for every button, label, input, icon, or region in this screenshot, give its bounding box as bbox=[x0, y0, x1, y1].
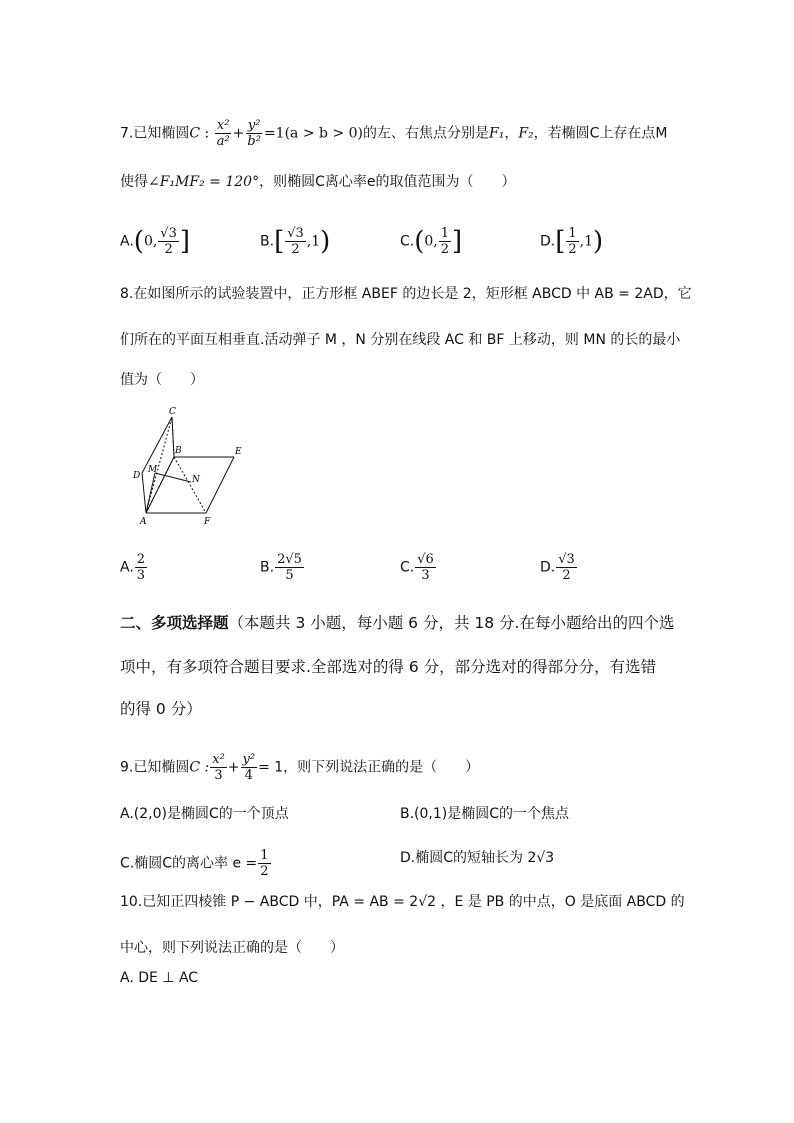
q10-line2: 中心，则下列说法正确的是（ ） bbox=[120, 940, 344, 956]
q7-f2: F₂ bbox=[518, 125, 534, 142]
fig-label-d: D bbox=[133, 471, 141, 481]
q7-mid: 的左、右焦点分别是 bbox=[363, 125, 489, 142]
q7-angle: ∠F₁MF₂ = 120° bbox=[148, 174, 260, 190]
q7-option-a[interactable]: A.(0, $\frac{√3}{2}$ ] bbox=[120, 226, 191, 257]
q7-prefix: 7.已知椭圆 bbox=[120, 125, 190, 142]
fig-label-n: N bbox=[192, 475, 200, 485]
section2-title: 二、多项选择题 bbox=[120, 614, 229, 632]
fig-label-f: F bbox=[204, 517, 211, 527]
section2-line1 bbox=[120, 612, 674, 634]
section2-line3: 的得 0 分） bbox=[120, 700, 202, 718]
q7-f1: F₁ bbox=[489, 125, 505, 142]
q7-frac-x: $\frac{\text{x²}}{\text{a²}}$ bbox=[216, 118, 230, 149]
q8-line1: 8.在如图所示的试验装置中，正方形框 ABEF 的边长是 2，矩形框 ABCD 中 AB = 2AD，它 bbox=[120, 286, 692, 302]
section2-desc-1: （本题共 3 小题，每小题 6 分，共 18 分.在每小题给出的四个选 bbox=[228, 614, 675, 632]
q9-stem: 9.已知椭圆C : $\frac{\text{x²}}{3}$ + $\frac{\text{y²}}{4}$ = 1，则下列说法正确的是（ ） bbox=[120, 752, 480, 783]
q9-option-d[interactable]: D.椭圆C的短轴长为 2√3 bbox=[400, 850, 555, 866]
q7-line1: 7.已知椭圆C : $\frac{\text{x²}}{\text{a²}}$ + $\frac{\text{y²}}{\text{b²}}$ =1(a > b > 0)的左、右焦点分别是F₁，F₂，若椭圆C上存在点M bbox=[120, 118, 668, 149]
q8-line2: 们所在的平面互相垂直.活动弹子 M ，N 分别在线段 AC 和 BF 上移动，则 MN 的长的最小 bbox=[120, 332, 681, 348]
section2-line2: 项中，有多项符合题目要求.全部选对的得 6 分，部分选对的得部分分，有选错 bbox=[120, 658, 657, 676]
q9-option-c[interactable]: C.椭圆C的离心率 e = $\frac{1}{2}$ bbox=[120, 848, 269, 879]
q8-option-c[interactable]: C. $\frac{√6}{3}$ bbox=[400, 552, 434, 583]
q7-line2 bbox=[120, 172, 515, 192]
q8-line3: 值为（ ） bbox=[120, 372, 204, 388]
q7-line2-b: ，则椭圆C离心率e的取值范围为（ ） bbox=[259, 174, 516, 190]
q9-option-a[interactable]: A.(2,0)是椭圆C的一个顶点 bbox=[120, 806, 289, 822]
q7-option-b[interactable]: B.[ $\frac{√3}{2}$ ,1) bbox=[260, 226, 331, 257]
q7-ellipse-name: C bbox=[189, 125, 201, 142]
q7-option-c[interactable]: C.(0, $\frac{1}{2}$ ] bbox=[400, 226, 463, 257]
q10-option-a[interactable]: A. DE ⊥ AC bbox=[120, 970, 199, 986]
q8-option-a[interactable]: A. $\frac{2}{3}$ bbox=[120, 552, 146, 583]
q7-frac-y: $\frac{\text{y²}}{\text{b²}}$ bbox=[247, 118, 261, 149]
fig-label-e: E bbox=[235, 447, 242, 457]
q7-option-d[interactable]: D.[ $\frac{1}{2}$ ,1) bbox=[540, 226, 604, 257]
fig-label-m: M bbox=[148, 465, 158, 475]
q9-option-b[interactable]: B.(0,1)是椭圆C的一个焦点 bbox=[400, 806, 570, 822]
q10-line1: 10.已知正四棱锥 P − ABCD 中，PA = AB = 2√2 ，E 是 PB 的中点，O 是底面 ABCD 的 bbox=[120, 894, 685, 910]
q7-tail: ，若椭圆C上存在点M bbox=[533, 125, 668, 142]
fig-label-b: B bbox=[175, 446, 182, 456]
fig-label-a: A bbox=[140, 517, 147, 527]
q8-option-d[interactable]: D. $\frac{√3}{2}$ bbox=[540, 552, 575, 583]
q7-condition: =1(a > b > 0) bbox=[263, 125, 363, 142]
q7-line2-a: 使得 bbox=[120, 174, 148, 190]
q8-option-b[interactable]: B. $\frac{2√5}{5}$ bbox=[260, 552, 302, 583]
q8-figure bbox=[128, 402, 268, 532]
fig-label-c: C bbox=[169, 407, 176, 417]
